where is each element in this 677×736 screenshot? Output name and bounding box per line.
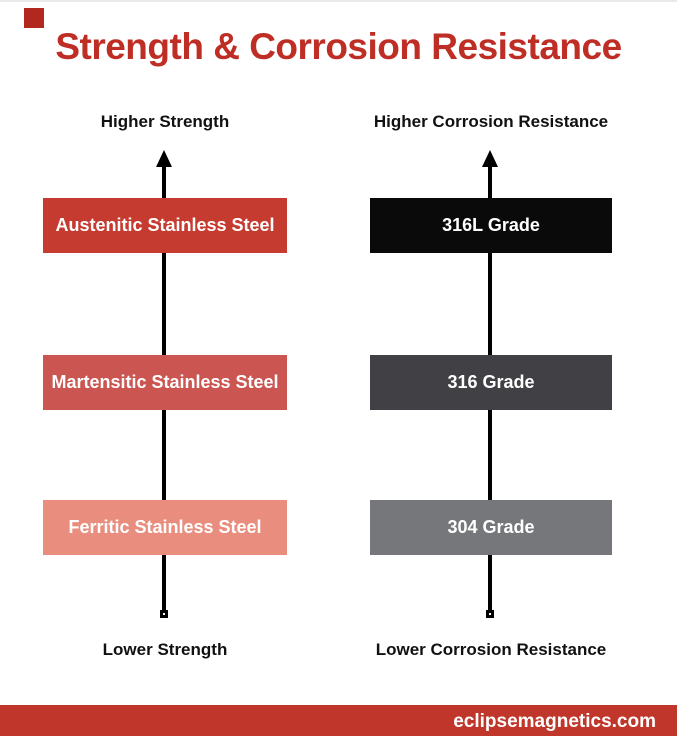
axis-end-square-icon	[160, 610, 168, 618]
strength-axis-top-label: Higher Strength	[100, 112, 230, 131]
corrosion-axis-bottom-label: Lower Corrosion Resistance	[375, 640, 607, 659]
category-box-316l-grade: 316L Grade	[370, 198, 612, 253]
arrow-up-icon	[482, 150, 498, 167]
category-box-ferritic: Ferritic Stainless Steel	[43, 500, 287, 555]
category-box-316-grade: 316 Grade	[370, 355, 612, 410]
category-box-austenitic: Austenitic Stainless Steel	[43, 198, 287, 253]
category-box-304-grade: 304 Grade	[370, 500, 612, 555]
corrosion-axis-top-label: Higher Corrosion Resistance	[373, 112, 609, 131]
page-title: Strength & Corrosion Resistance	[55, 26, 622, 67]
axis-end-square-icon	[486, 610, 494, 618]
footer-website-link[interactable]: eclipsemagnetics.com	[453, 710, 656, 732]
strength-axis-bottom-label: Lower Strength	[102, 640, 228, 659]
footer-bar	[0, 705, 677, 736]
category-box-martensitic: Martensitic Stainless Steel	[43, 355, 287, 410]
arrow-up-icon	[156, 150, 172, 167]
corner-accent-square	[24, 8, 44, 28]
